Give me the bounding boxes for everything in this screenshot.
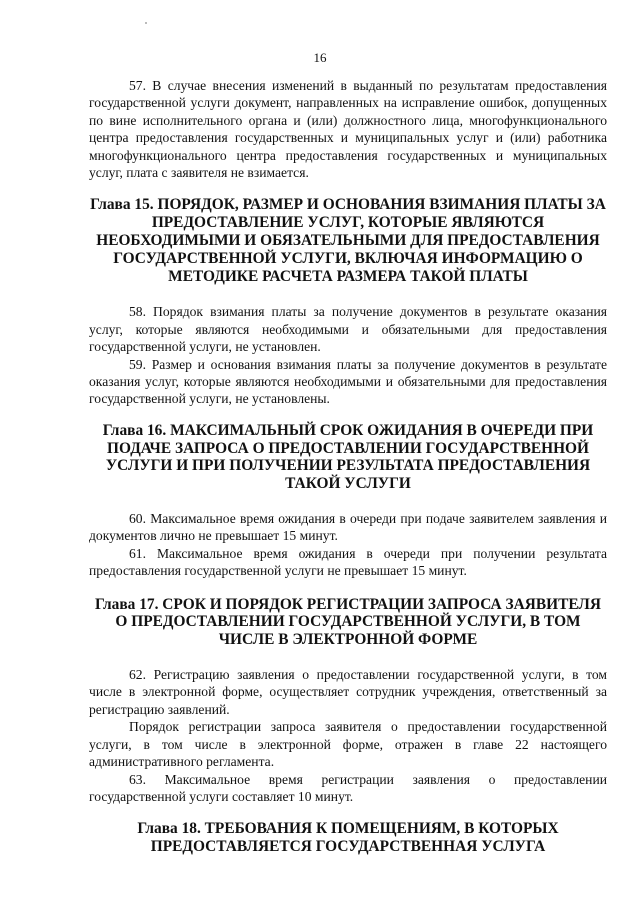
chapter-18-heading: Глава 18. ТРЕБОВАНИЯ К ПОМЕЩЕНИЯМ, В КОТОРЫХ ПРЕДОСТАВЛЯЕТСЯ ГОСУДАРСТВЕННАЯ УСЛУГА [137, 820, 559, 856]
chapter-16-heading: Глава 16. МАКСИМАЛЬНЫЙ СРОК ОЖИДАНИЯ В ОЧЕРЕДИ ПРИ ПОДАЧЕ ЗАПРОСА О ПРЕДОСТАВЛЕНИИ ГОСУДАРСТВЕННОЙ УСЛУГИ И ПРИ ПОЛУЧЕНИИ РЕЗУЛЬТАТА ПРЕДОСТАВЛЕНИЯ ТАКОЙ УСЛУГИ [102, 421, 594, 493]
page-number: 16 [313, 50, 327, 65]
chapter-15-heading: Глава 15. ПОРЯДОК, РАЗМЕР И ОСНОВАНИЯ ВЗИМАНИЯ ПЛАТЫ ЗА ПРЕДОСТАВЛЕНИЕ УСЛУГ, КОТОРЫЕ ЯВЛЯЮТСЯ НЕОБХОДИМЫМИ И ОБЯЗАТЕЛЬНЫМИ ДЛЯ ПРЕДОСТАВЛЕНИЯ ГОСУДАРСТВЕННОЙ УСЛУГИ, ВКЛЮЧАЯ ИНФОРМАЦИЮ О МЕТОДИКЕ РАСЧЕТА РАЗМЕРА ТАКОЙ ПЛАТЫ [90, 196, 606, 285]
document-body [89, 77, 607, 856]
paragraph-60: 60. Максимальное время ожидания в очереди при подаче заявителем заявления и документов лично не превышает 15 минут. [89, 511, 607, 544]
chapter-17-heading: Глава 17. СРОК И ПОРЯДОК РЕГИСТРАЦИИ ЗАПРОСА ЗАЯВИТЕЛЯ О ПРЕДОСТАВЛЕНИИ ГОСУДАРСТВЕННОЙ УСЛУГИ, В ТОМ ЧИСЛЕ В ЭЛЕКТРОННОЙ ФОРМЕ [94, 595, 602, 649]
paragraph-57: 57. В случае внесения изменений в выданный по результатам предоставления государственной услуги документ, направленных на исправление ошибок, допущенных по вине исполнительного органа и (или) должностного лица, многофункционального центра предоставления государственных и муниципальных услуг и (или) работника многофункционального центра предоставления государственных и муниципальных услуг, плата с заявителя не взимается. [89, 78, 607, 181]
paragraph-62-continued: Порядок регистрации запроса заявителя о предоставлении государственной услуги, в том числе в электронной форме, отражен в главе 22 настоящего административного регламента. [89, 719, 607, 770]
paragraph-58: 58. Порядок взимания платы за получение документов в результате оказания услуг, которые являются необходимыми и обязательными для предоставления государственной услуги, не установлен. [89, 304, 607, 355]
paragraph-61: 61. Максимальное время ожидания в очереди при получении результата предоставления государственной услуги не превышает 15 минут. [89, 545, 607, 579]
paragraph-59: 59. Размер и основания взимания платы за получение документов в результате оказания услуг, которые являются необходимыми и обязательными для предоставления государственной услуги, не установлены. [89, 356, 607, 407]
paragraph-63: 63. Максимальное время регистрации заявления о предоставлении государственной услуги составляет 10 минут. [89, 771, 607, 804]
scan-speck [145, 22, 147, 24]
paragraph-62: 62. Регистрацию заявления о предоставлении государственной услуги, в том числе в электронной форме, осуществляет сотрудник учреждения, ответственный за регистрацию заявлений. [89, 667, 607, 717]
